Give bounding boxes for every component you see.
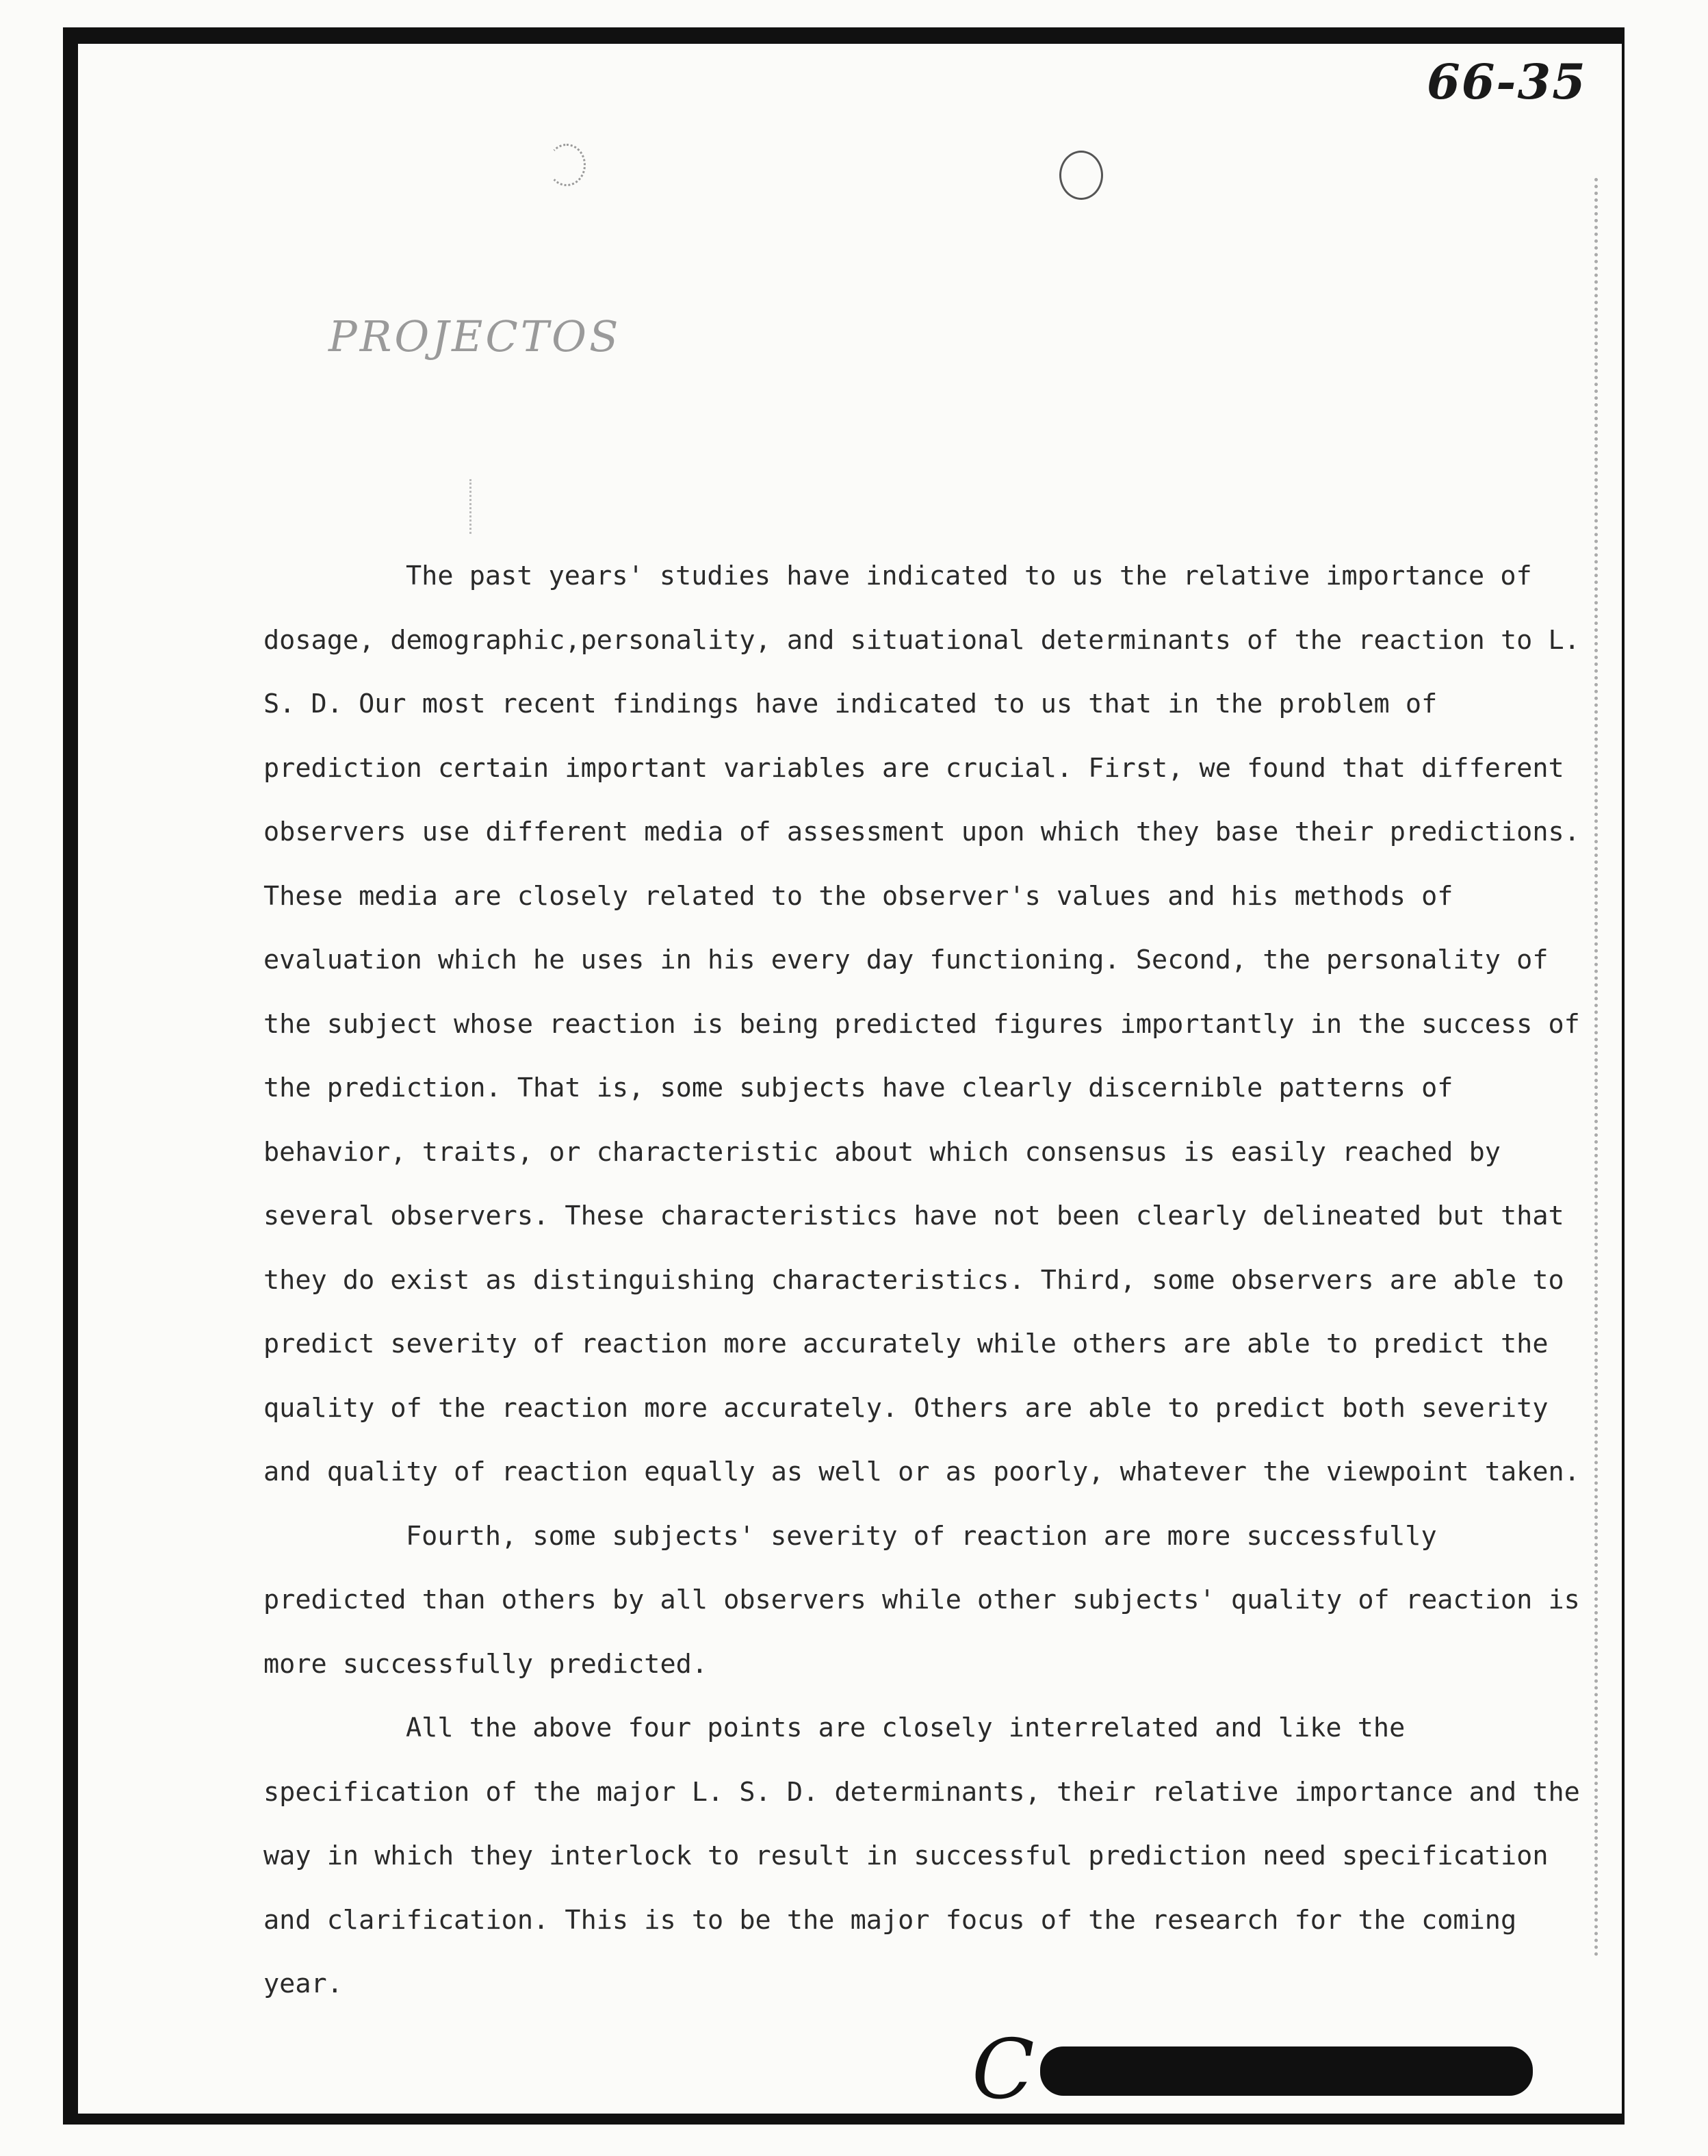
scan-edge-top (63, 27, 1625, 44)
paragraph: All the above four points are closely interrelated and like the specification of the major L. S. D. determinants, their relative importance and the way in which they interlock to result in successful prediction need specification and clarification. This is to be the major focus of the research for the coming year. (263, 1712, 1580, 1999)
page-number: 66-35 (1427, 53, 1587, 110)
punch-hole-mark (1059, 151, 1103, 200)
scan-speckle (469, 479, 471, 534)
scan-edge-left (63, 27, 78, 2125)
redaction-block (1040, 2046, 1533, 2096)
handwritten-mark: C (972, 2023, 1035, 2118)
paragraph: The past years' studies have indicated to us the relative importance of dosage, demographic,personality, and situational determinants of the reaction to L. S. D. Our most recent findings have indicated to us that in the problem of prediction certain important variables are crucial. First, we found that different observers use different media of assessment upon which they base their predictions. These media are closely related to the observer's values and his methods of evaluation which he uses in his every day functioning. Second, the personality of the subject whose reaction is being predicted figures importantly in the success of the prediction. That is, some subjects have clearly discernible patterns of behavior, traits, or characteristic about which consensus is easily reached by several observers. These characteristics have not been clearly delineated but that they do exist as distinguishing characteristics. Third, some observers are able to predict severity of reaction more accurately while others are able to predict the quality of the reaction more accurately. Others are able to predict both severity and quality of reaction equally as well or as poorly, whatever the viewpoint taken. (263, 561, 1580, 1487)
body-text (263, 544, 1584, 2016)
paragraph: Fourth, some subjects' severity of reaction are more successfully predicted than others by all observers while other subjects' quality of reaction is more successfully predicted. (263, 1520, 1580, 1680)
scan-edge-right (1622, 27, 1625, 2125)
scan-speckle (1594, 178, 1605, 1958)
document-heading: PROJECTOS (328, 311, 621, 361)
punch-hole-mark (547, 144, 586, 186)
scan-edge-bottom (63, 2114, 1625, 2125)
